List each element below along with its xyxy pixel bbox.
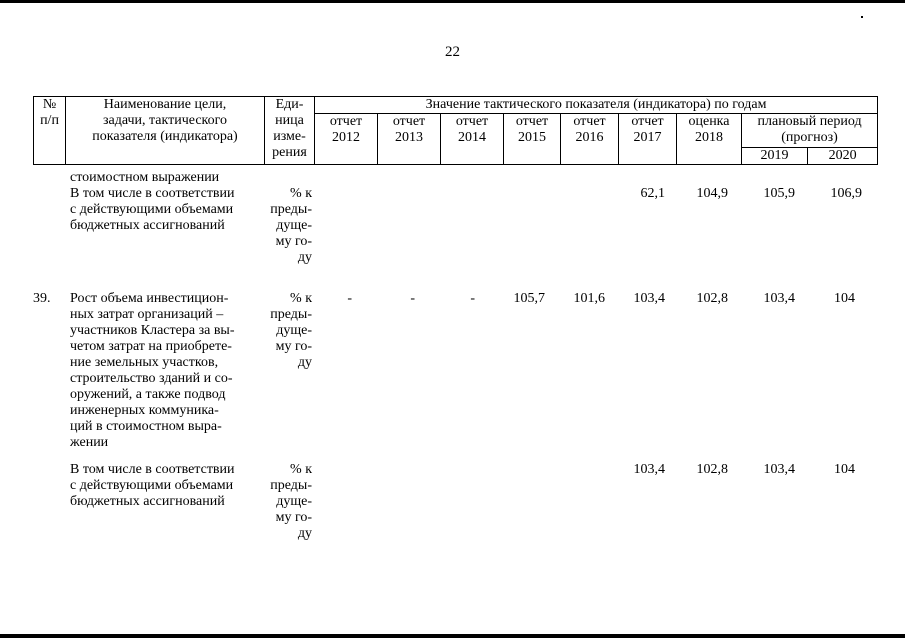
row-value: 102,8 bbox=[696, 462, 728, 477]
year-header: отчет 2012 bbox=[315, 114, 378, 165]
row-value: - bbox=[470, 291, 475, 306]
col-name-header: Наименование цели, задачи, тактического показателя (индикатора) bbox=[66, 97, 265, 165]
row-value: 103,4 bbox=[633, 462, 665, 477]
row-name: стоимостном выражении В том числе в соответствии с действующими объемами бюджетных ассигнований bbox=[70, 170, 235, 233]
row-unit: % к преды- дуще- му го- ду bbox=[270, 462, 312, 541]
row-value: 103,4 bbox=[763, 462, 795, 477]
year-header: оценка 2018 bbox=[677, 114, 742, 165]
year-header: отчет 2014 bbox=[441, 114, 504, 165]
top-border bbox=[0, 0, 905, 3]
row-number: 39. bbox=[33, 291, 51, 306]
row-value: 103,4 bbox=[763, 291, 795, 306]
col-number-header: № п/п bbox=[34, 97, 66, 165]
planned-year-header: 2020 bbox=[808, 148, 878, 165]
table-header bbox=[33, 96, 878, 165]
row-value: 102,8 bbox=[696, 291, 728, 306]
year-header: отчет 2015 bbox=[504, 114, 561, 165]
row-value: 105,7 bbox=[513, 291, 545, 306]
row-value: 62,1 bbox=[640, 186, 665, 201]
row-value: 106,9 bbox=[830, 186, 862, 201]
bottom-border bbox=[0, 634, 905, 638]
planned-year-header: 2019 bbox=[742, 148, 808, 165]
col-unit-header: Еди- ница изме- рения bbox=[265, 97, 315, 165]
page-number: 22 bbox=[445, 44, 460, 60]
row-name: Рост объема инвестицион- ных затрат организаций – участников Кластера за вы- четом затрат на приобрете- ние земельных участков, строительство зданий и со- оружений, а также подвод инженерных коммуника- ций в стоимостном выра- жении bbox=[70, 291, 235, 450]
speck bbox=[861, 16, 863, 18]
row-value: 104 bbox=[834, 291, 855, 306]
row-name: В том числе в соответствии с действующими объемами бюджетных ассигнований bbox=[70, 462, 235, 509]
row-value: 101,6 bbox=[573, 291, 605, 306]
year-header: отчет 2013 bbox=[378, 114, 441, 165]
row-value: 105,9 bbox=[763, 186, 795, 201]
values-group-header: Значение тактического показателя (индикатора) по годам bbox=[315, 97, 878, 114]
row-value: 104 bbox=[834, 462, 855, 477]
row-value: 103,4 bbox=[633, 291, 665, 306]
row-unit: % к преды- дуще- му го- ду bbox=[270, 291, 312, 370]
row-unit: % к преды- дуще- му го- ду bbox=[270, 186, 312, 265]
row-value: - bbox=[410, 291, 415, 306]
row-value: - bbox=[347, 291, 352, 306]
year-header: отчет 2017 bbox=[619, 114, 677, 165]
row-value: 104,9 bbox=[696, 186, 728, 201]
year-header: отчет 2016 bbox=[561, 114, 619, 165]
planned-period-header: плановый период (прогноз) bbox=[742, 114, 878, 148]
